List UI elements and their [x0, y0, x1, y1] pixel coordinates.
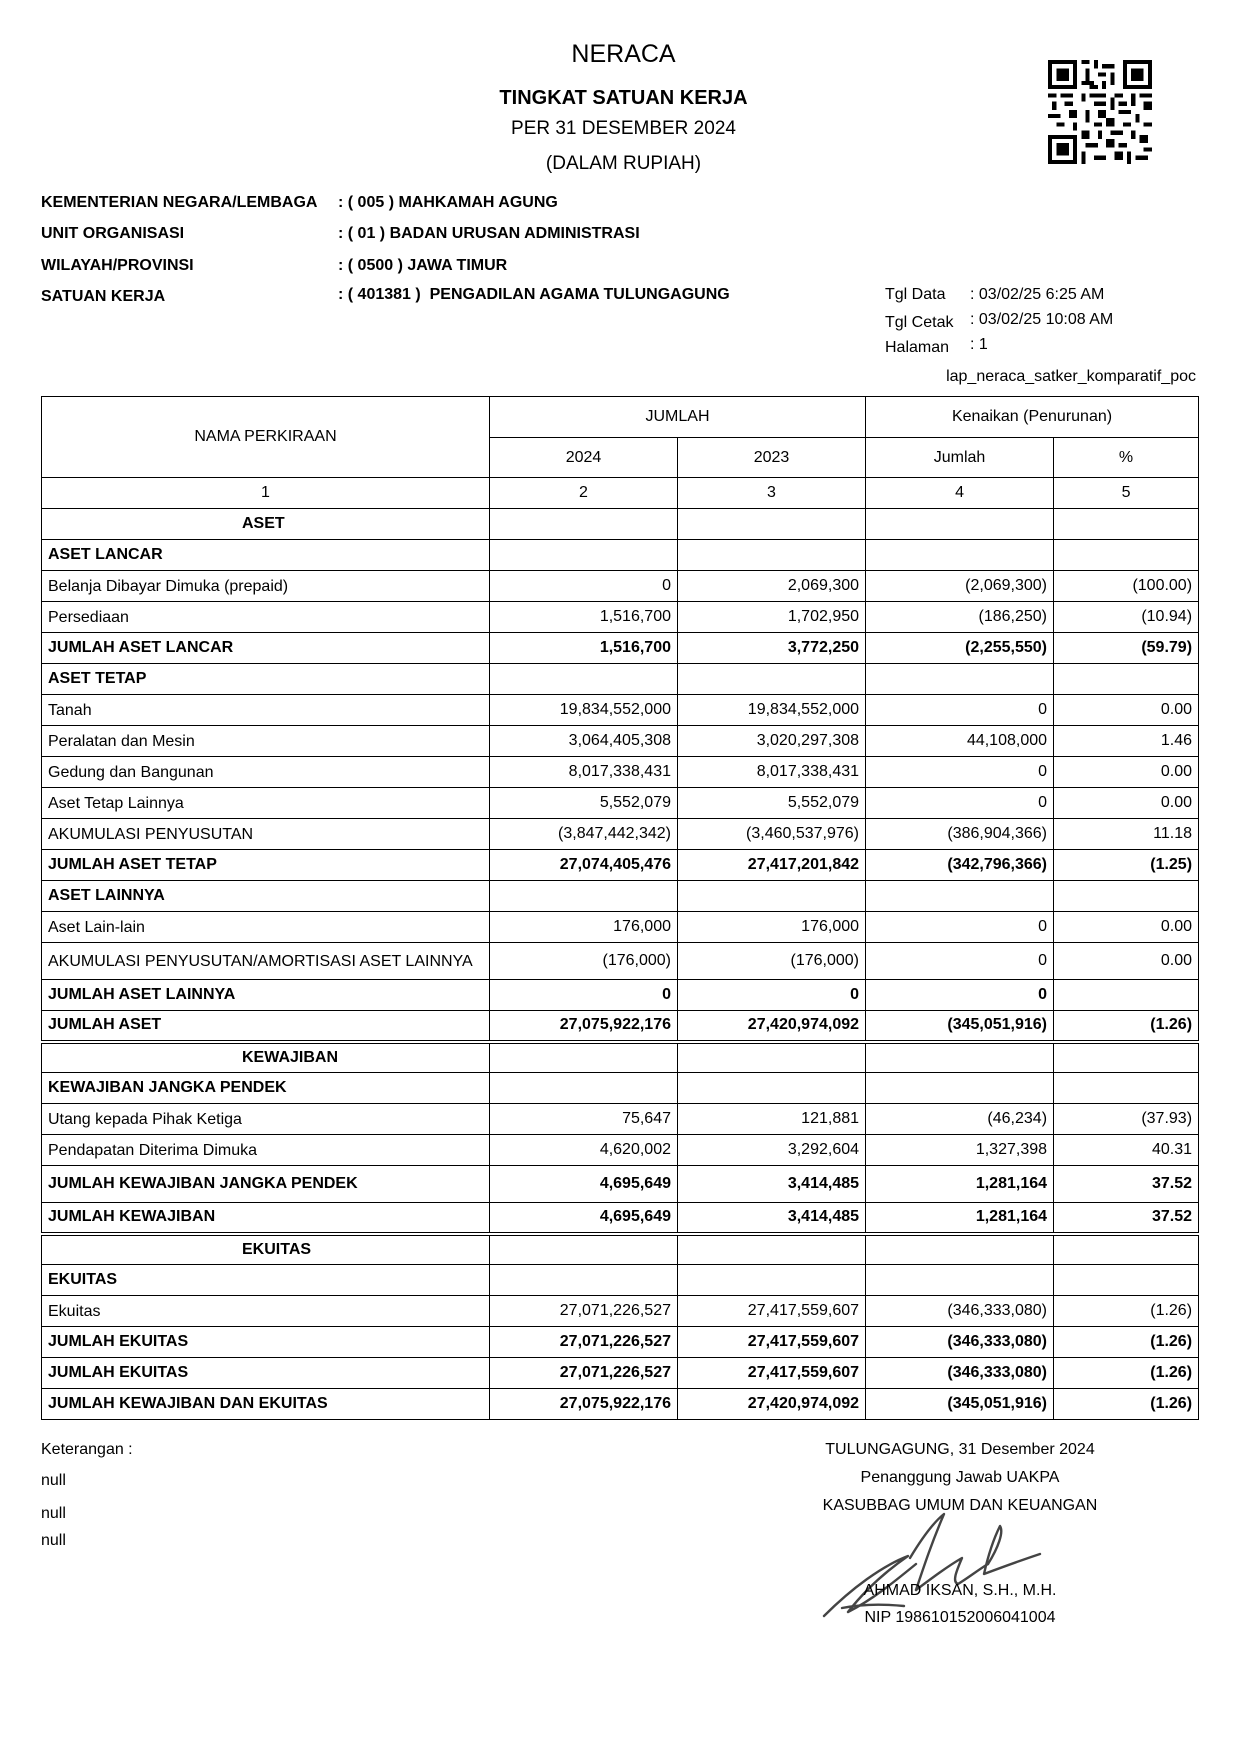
col-header-jumlah: JUMLAH: [490, 397, 866, 438]
cell-v2023: 27,420,974,092: [678, 1011, 866, 1042]
info-value-kementerian: : ( 005 ) MAHKAMAH AGUNG: [338, 194, 558, 211]
table-row: [42, 1265, 1199, 1296]
cell-pct: 1.46: [1054, 726, 1199, 757]
cell-v2024: 3,064,405,308: [490, 726, 678, 757]
table-row: [42, 1234, 1199, 1265]
cell-diff: [866, 1234, 1054, 1265]
info-label-unit: UNIT ORGANISASI: [41, 225, 185, 242]
info-label-satker: SATUAN KERJA: [41, 288, 166, 305]
table-row: [42, 1296, 1199, 1327]
cell-pct: 0.00: [1054, 943, 1199, 980]
row-label: KEWAJIBAN: [42, 1042, 490, 1073]
cell-v2023: [678, 540, 866, 571]
balance-sheet-table: [41, 396, 1199, 1420]
table-row: [42, 1042, 1199, 1073]
row-label: Tanah: [42, 695, 490, 726]
table-row: [42, 757, 1199, 788]
notes-label: Keterangan :: [41, 1441, 133, 1458]
cell-pct: [1054, 980, 1199, 1011]
cell-diff: (2,069,300): [866, 571, 1054, 602]
cell-pct: [1054, 664, 1199, 695]
cell-v2024: 4,695,649: [490, 1203, 678, 1234]
cell-diff: [866, 509, 1054, 540]
cell-pct: [1054, 509, 1199, 540]
cell-pct: 37.52: [1054, 1166, 1199, 1203]
cell-v2023: [678, 1265, 866, 1296]
row-label: JUMLAH KEWAJIBAN DAN EKUITAS: [42, 1389, 490, 1420]
cell-pct: (1.26): [1054, 1327, 1199, 1358]
table-row: [42, 881, 1199, 912]
row-label: JUMLAH ASET TETAP: [42, 850, 490, 881]
cell-v2023: 3,020,297,308: [678, 726, 866, 757]
cell-v2024: 4,620,002: [490, 1135, 678, 1166]
cell-v2024: [490, 1073, 678, 1104]
row-label: JUMLAH EKUITAS: [42, 1358, 490, 1389]
table-row: [42, 633, 1199, 664]
cell-diff: [866, 1042, 1054, 1073]
cell-diff: (186,250): [866, 602, 1054, 633]
row-label: EKUITAS: [42, 1234, 490, 1265]
cell-diff: (342,796,366): [866, 850, 1054, 881]
table-row: [42, 695, 1199, 726]
row-label: Pendapatan Diterima Dimuka: [42, 1135, 490, 1166]
cell-pct: 0.00: [1054, 757, 1199, 788]
report-code: lap_neraca_satker_komparatif_poc: [946, 368, 1196, 385]
cell-v2023: 27,420,974,092: [678, 1389, 866, 1420]
cell-diff: [866, 540, 1054, 571]
cell-v2024: 8,017,338,431: [490, 757, 678, 788]
cell-pct: [1054, 1042, 1199, 1073]
info-value-wilayah: : ( 0500 ) JAWA TIMUR: [338, 257, 508, 274]
cell-v2023: 3,414,485: [678, 1166, 866, 1203]
row-label: JUMLAH KEWAJIBAN JANGKA PENDEK: [42, 1166, 490, 1203]
notes-line: null: [41, 1505, 66, 1522]
cell-v2023: [678, 509, 866, 540]
cell-v2024: 4,695,649: [490, 1166, 678, 1203]
table-row: [42, 540, 1199, 571]
cell-v2023: 3,292,604: [678, 1135, 866, 1166]
cell-pct: 0.00: [1054, 788, 1199, 819]
info-label-wilayah: WILAYAH/PROVINSI: [41, 257, 194, 274]
cell-v2023: 176,000: [678, 912, 866, 943]
row-label: EKUITAS: [42, 1265, 490, 1296]
table-row: [42, 819, 1199, 850]
table-row: [42, 850, 1199, 881]
row-label: Belanja Dibayar Dimuka (prepaid): [42, 571, 490, 602]
cell-diff: 0: [866, 980, 1054, 1011]
cell-v2023: 27,417,559,607: [678, 1327, 866, 1358]
row-label: JUMLAH EKUITAS: [42, 1327, 490, 1358]
info-value-satker: : ( 401381 ) PENGADILAN AGAMA TULUNGAGUNG: [338, 286, 730, 303]
row-label: KEWAJIBAN JANGKA PENDEK: [42, 1073, 490, 1104]
cell-pct: (1.26): [1054, 1011, 1199, 1042]
cell-v2024: 27,071,226,527: [490, 1296, 678, 1327]
table-row: [42, 1104, 1199, 1135]
cell-pct: (59.79): [1054, 633, 1199, 664]
cell-v2023: 27,417,559,607: [678, 1296, 866, 1327]
cell-v2023: [678, 881, 866, 912]
cell-v2023: 3,772,250: [678, 633, 866, 664]
cell-diff: (346,333,080): [866, 1327, 1054, 1358]
cell-v2023: 8,017,338,431: [678, 757, 866, 788]
cell-pct: [1054, 881, 1199, 912]
notes-line: null: [41, 1532, 66, 1549]
cell-diff: 1,281,164: [866, 1203, 1054, 1234]
cell-pct: (37.93): [1054, 1104, 1199, 1135]
col-header-pct: %: [1054, 438, 1199, 478]
qr-code-icon: [1048, 60, 1152, 164]
col-index-2: 2: [490, 478, 678, 509]
row-label: ASET TETAP: [42, 664, 490, 695]
info-label-kementerian: KEMENTERIAN NEGARA/LEMBAGA: [41, 194, 318, 211]
cell-diff: 0: [866, 788, 1054, 819]
cell-diff: 0: [866, 695, 1054, 726]
cell-v2024: 0: [490, 571, 678, 602]
cell-diff: [866, 881, 1054, 912]
cell-v2024: [490, 664, 678, 695]
cell-v2024: [490, 881, 678, 912]
cell-v2023: 27,417,201,842: [678, 850, 866, 881]
cell-v2024: 0: [490, 980, 678, 1011]
cell-pct: (10.94): [1054, 602, 1199, 633]
col-index-3: 3: [678, 478, 866, 509]
col-header-2023: 2023: [678, 438, 866, 478]
row-label: AKUMULASI PENYUSUTAN: [42, 819, 490, 850]
meta-label-tgl-cetak: Tgl Cetak: [885, 314, 954, 331]
cell-v2024: (176,000): [490, 943, 678, 980]
table-row: [42, 1073, 1199, 1104]
cell-v2023: [678, 1042, 866, 1073]
col-index-5: 5: [1054, 478, 1199, 509]
info-value-unit: : ( 01 ) BADAN URUSAN ADMINISTRASI: [338, 225, 640, 242]
report-period: PER 31 DESEMBER 2024: [511, 118, 736, 139]
cell-pct: (1.26): [1054, 1358, 1199, 1389]
row-label: AKUMULASI PENYUSUTAN/AMORTISASI ASET LAINNYA: [42, 943, 490, 980]
cell-v2024: 1,516,700: [490, 602, 678, 633]
row-label: Utang kepada Pihak Ketiga: [42, 1104, 490, 1135]
signer-nip: NIP 198610152006041004: [864, 1609, 1056, 1626]
row-label: Ekuitas: [42, 1296, 490, 1327]
meta-label-tgl-data: Tgl Data: [885, 286, 946, 303]
table-row: [42, 1011, 1199, 1042]
cell-v2024: [490, 1234, 678, 1265]
cell-pct: (1.26): [1054, 1389, 1199, 1420]
cell-diff: [866, 1265, 1054, 1296]
cell-v2024: [490, 509, 678, 540]
meta-value-tgl-cetak: : 03/02/25 10:08 AM: [970, 311, 1114, 328]
col-index-4: 4: [866, 478, 1054, 509]
cell-diff: (346,333,080): [866, 1358, 1054, 1389]
row-label: Aset Lain-lain: [42, 912, 490, 943]
cell-pct: 0.00: [1054, 912, 1199, 943]
cell-v2024: 27,071,226,527: [490, 1327, 678, 1358]
table-row: [42, 571, 1199, 602]
report-title: NERACA: [571, 40, 676, 68]
cell-v2024: (3,847,442,342): [490, 819, 678, 850]
table-row: [42, 664, 1199, 695]
cell-diff: (386,904,366): [866, 819, 1054, 850]
table-row: [42, 788, 1199, 819]
row-label: Peralatan dan Mesin: [42, 726, 490, 757]
row-label: JUMLAH ASET: [42, 1011, 490, 1042]
cell-pct: 40.31: [1054, 1135, 1199, 1166]
cell-v2024: 75,647: [490, 1104, 678, 1135]
report-currency: (DALAM RUPIAH): [545, 153, 702, 174]
signature-role: Penanggung Jawab UAKPA: [860, 1469, 1060, 1486]
row-label: Persediaan: [42, 602, 490, 633]
cell-pct: 0.00: [1054, 695, 1199, 726]
table-row: [42, 1327, 1199, 1358]
row-label: ASET LANCAR: [42, 540, 490, 571]
cell-v2023: (3,460,537,976): [678, 819, 866, 850]
col-header-change: Kenaikan (Penurunan): [866, 397, 1199, 438]
cell-v2023: (176,000): [678, 943, 866, 980]
signer-name: AHMAD IKSAN, S.H., M.H.: [863, 1582, 1057, 1599]
cell-pct: [1054, 540, 1199, 571]
cell-v2023: 3,414,485: [678, 1203, 866, 1234]
table-row: [42, 912, 1199, 943]
cell-diff: 1,281,164: [866, 1166, 1054, 1203]
report-subtitle: TINGKAT SATUAN KERJA: [499, 87, 748, 109]
cell-pct: (1.26): [1054, 1296, 1199, 1327]
cell-v2024: 5,552,079: [490, 788, 678, 819]
cell-diff: 0: [866, 912, 1054, 943]
table-row: [42, 1135, 1199, 1166]
cell-v2023: 2,069,300: [678, 571, 866, 602]
col-header-amount: Jumlah: [866, 438, 1054, 478]
cell-diff: 44,108,000: [866, 726, 1054, 757]
table-row: [42, 980, 1199, 1011]
table-row: [42, 943, 1199, 980]
table-row: [42, 1166, 1199, 1203]
cell-v2024: 27,075,922,176: [490, 1389, 678, 1420]
cell-pct: 37.52: [1054, 1203, 1199, 1234]
row-label: ASET: [42, 509, 490, 540]
table-row: [42, 1203, 1199, 1234]
cell-pct: 11.18: [1054, 819, 1199, 850]
cell-diff: [866, 664, 1054, 695]
cell-v2024: 1,516,700: [490, 633, 678, 664]
table-body: [42, 509, 1199, 1420]
table-row: [42, 602, 1199, 633]
cell-v2024: [490, 1042, 678, 1073]
cell-v2024: [490, 540, 678, 571]
cell-diff: (46,234): [866, 1104, 1054, 1135]
cell-diff: (345,051,916): [866, 1389, 1054, 1420]
cell-v2024: [490, 1265, 678, 1296]
cell-diff: (346,333,080): [866, 1296, 1054, 1327]
row-label: JUMLAH ASET LAINNYA: [42, 980, 490, 1011]
col-index-1: 1: [42, 478, 490, 509]
cell-pct: [1054, 1073, 1199, 1104]
cell-diff: [866, 1073, 1054, 1104]
cell-diff: 1,327,398: [866, 1135, 1054, 1166]
col-header-2024: 2024: [490, 438, 678, 478]
cell-v2023: [678, 1073, 866, 1104]
row-label: JUMLAH KEWAJIBAN: [42, 1203, 490, 1234]
cell-v2023: 19,834,552,000: [678, 695, 866, 726]
cell-pct: [1054, 1265, 1199, 1296]
cell-v2023: 5,552,079: [678, 788, 866, 819]
row-label: ASET LAINNYA: [42, 881, 490, 912]
cell-v2023: 0: [678, 980, 866, 1011]
cell-diff: 0: [866, 943, 1054, 980]
cell-v2023: [678, 664, 866, 695]
cell-diff: 0: [866, 757, 1054, 788]
cell-v2024: 19,834,552,000: [490, 695, 678, 726]
cell-diff: (345,051,916): [866, 1011, 1054, 1042]
cell-v2023: 1,702,950: [678, 602, 866, 633]
cell-v2024: 27,071,226,527: [490, 1358, 678, 1389]
row-label: JUMLAH ASET LANCAR: [42, 633, 490, 664]
col-header-account: NAMA PERKIRAAN: [42, 397, 490, 478]
cell-v2023: [678, 1234, 866, 1265]
cell-pct: (1.25): [1054, 850, 1199, 881]
table-row: [42, 509, 1199, 540]
meta-value-halaman: : 1: [970, 336, 988, 353]
cell-v2023: 121,881: [678, 1104, 866, 1135]
table-row: [42, 1358, 1199, 1389]
table-row: [42, 726, 1199, 757]
signature-place-date: TULUNGAGUNG, 31 Desember 2024: [825, 1441, 1095, 1458]
cell-v2024: 27,075,922,176: [490, 1011, 678, 1042]
table-row: [42, 1389, 1199, 1420]
row-label: Aset Tetap Lainnya: [42, 788, 490, 819]
row-label: Gedung dan Bangunan: [42, 757, 490, 788]
cell-pct: [1054, 1234, 1199, 1265]
cell-pct: (100.00): [1054, 571, 1199, 602]
cell-v2024: 27,074,405,476: [490, 850, 678, 881]
meta-value-tgl-data: : 03/02/25 6:25 AM: [970, 286, 1105, 303]
cell-v2024: 176,000: [490, 912, 678, 943]
meta-label-halaman: Halaman: [885, 339, 950, 356]
cell-diff: (2,255,550): [866, 633, 1054, 664]
notes-line: null: [41, 1472, 66, 1489]
signature-position: KASUBBAG UMUM DAN KEUANGAN: [822, 1497, 1098, 1514]
cell-v2023: 27,417,559,607: [678, 1358, 866, 1389]
